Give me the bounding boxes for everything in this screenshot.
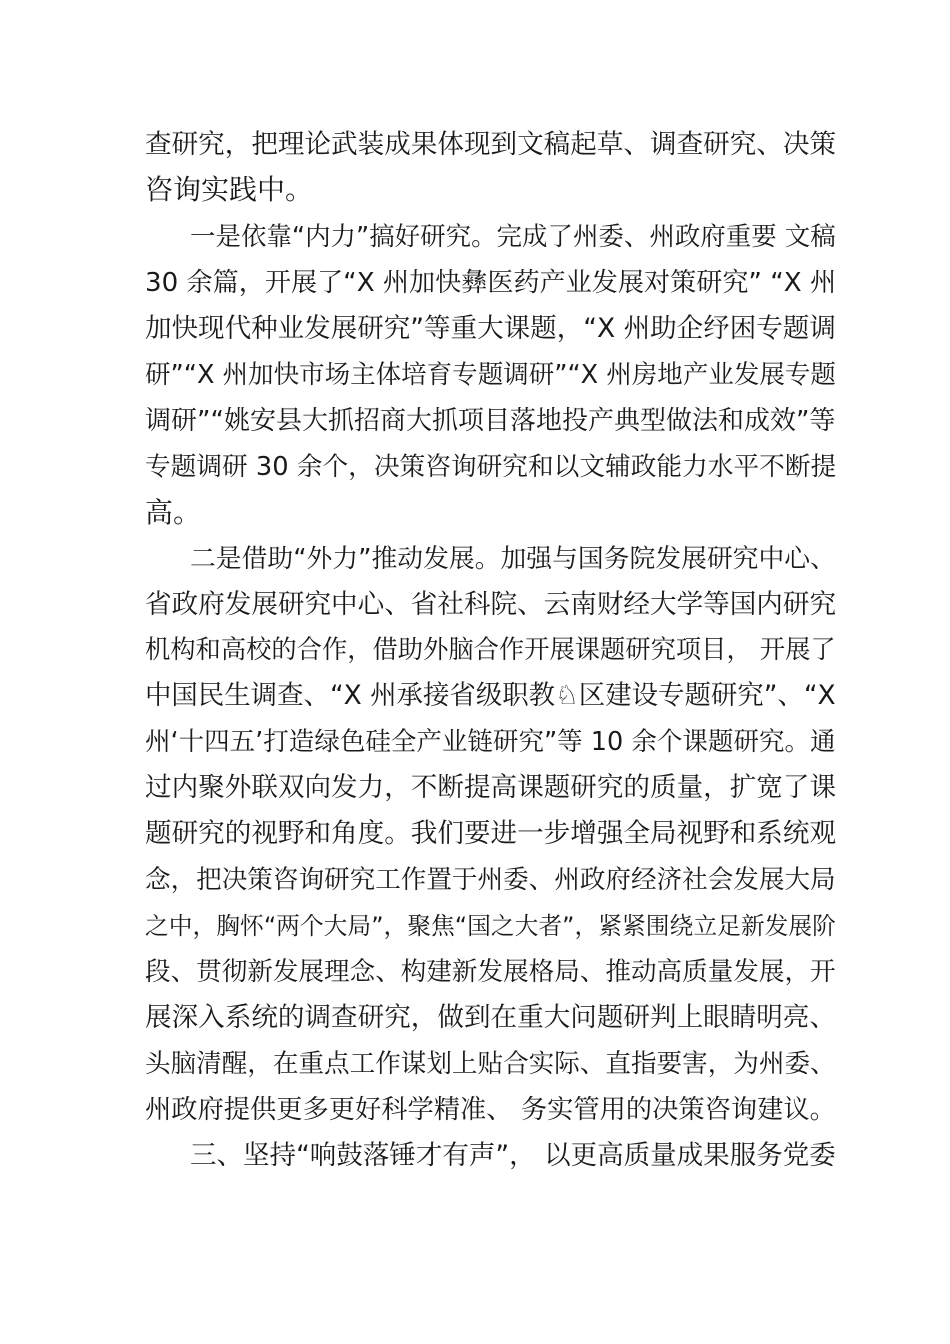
text-line-23: 三、坚持“响鼓落锤才有声”， 以更高质量成果服务党委 <box>190 1140 836 1171</box>
text-line-10: 二是借助“外力”推动发展。加强与国务院发展研究中心、 <box>190 544 836 574</box>
text-line-12: 机构和高校的合作，借助外脑合作开展课题研究项目， 开展了 <box>145 635 836 664</box>
text-line-3: 一是依靠“内力”搞好研究。完成了州委、州政府重要 文稿 <box>190 222 836 252</box>
text-line-20: 展深入系统的调查研究，做到在重大问题研判上眼睛明亮、 <box>145 1002 837 1033</box>
text-line-17: 念，把决策咨询研究工作置于州委、州政府经济社会发展大局 <box>145 865 836 895</box>
text-line-11: 省政府发展研究中心、省社科院、云南财经大学等国内研究 <box>145 589 837 620</box>
text-line-14: 州‘十四五’打造绿色硅全产业链研究”等 10 余个课题研究。通 <box>145 727 836 757</box>
text-line-16: 题研究的视野和角度。我们要进一步增强全局视野和系统观 <box>145 818 837 849</box>
text-line-9: 高。 <box>145 496 202 529</box>
text-line-21: 头脑清醒，在重点工作谋划上贴合实际、直指要害，为州委、 <box>145 1049 836 1079</box>
text-line-6: 研”“X 州加快市场主体培育专题调研”“X 州房地产业发展专题 <box>145 360 836 390</box>
text-line-18: 之中，胸怀“两个大局”，聚焦“国之大者”，紧紧围绕立足新发展阶 <box>145 912 836 940</box>
text-line-1: 查研究，把理论武装成果体现到文稿起草、调查研究、决策 <box>145 129 837 160</box>
text-line-13: 中国民生调查、“X 州承接省级职教♘区建设专题研究”、“X <box>145 680 836 711</box>
text-line-5: 加快现代种业发展研究”等重大课题，“X 州助企纾困专题调 <box>145 313 836 344</box>
text-line-19: 段、贯彻新发展理念、构建新发展格局、推动高质量发展，开 <box>145 957 836 987</box>
text-line-22: 州政府提供更多更好科学精准、 务实管用的决策咨询建议。 <box>145 1095 836 1125</box>
text-line-2: 咨询实践中。 <box>145 173 314 206</box>
text-line-15: 过内聚外联双向发力，不断提高课题研究的质量，扩宽了课 <box>145 772 837 803</box>
text-line-4: 30 余篇，开展了“X 州加快彝医药产业发展对策研究” “X 州 <box>145 268 837 298</box>
text-line-8: 专题调研 30 余个，决策咨询研究和以文辅政能力水平不断提 <box>145 452 837 482</box>
text-line-7: 调研”“姚安县大抓招商大抓项目落地投产典型做法和成效”等 <box>145 406 836 436</box>
